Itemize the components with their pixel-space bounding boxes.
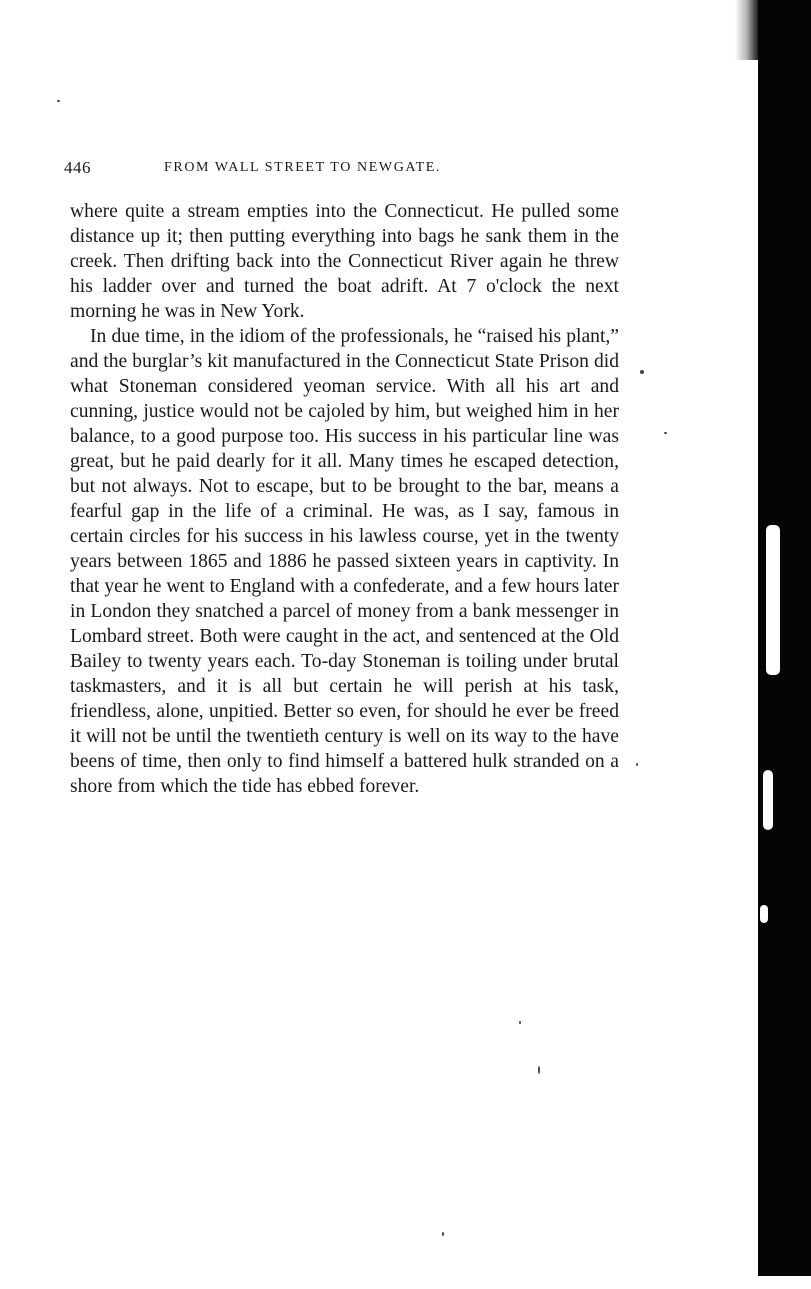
scan-speck bbox=[640, 370, 644, 374]
binding-notch bbox=[763, 770, 773, 830]
binding-notch bbox=[766, 525, 780, 675]
paragraph-1: where quite a stream empties into the Connecticut. He pulled some distance up it; then putting everything into bags he sank them in the creek. Then drifting back into the Connecticut River again he threw his ladder over and turned the boat adrift. At 7 o'clock the next morning he was in New York. bbox=[70, 201, 619, 322]
binding-notch bbox=[760, 905, 768, 923]
paragraph-2: In due time, in the idiom of the professionals, he “raised his plant,” and the burglar’s kit manufactured in the Connecticut State Prison did what Stoneman considered yeoman service. With all his art and cunning, justice would not be cajoled by him, but weighed him in her balance, to a good purpose too. His success in his particular line was great, but he paid dearly for it all. Many times he escaped detection, but not always. Not to escape, but to be brought to the bar, means a fearful gap in the life of a criminal. He was, as I say, famous in certain circles for his success in his lawless course, yet in the twenty years between 1865 and 1886 he passed sixteen years in captivity. In that year he went to England with a confederate, and a few hours later in London they snatched a parcel of money from a bank messenger in Lombard street. Both were caught in the act, and sentenced at the Old Bailey to twenty years each. To-day Stoneman is toiling under brutal taskmasters, and it is all but certain he will perish at his task, friendless, alone, unpitied. Better so even, for should he ever be freed it will not be until the twentieth century is well on its way to the have beens of time, then only to find himself a battered hulk stranded on a shore from which the tide has ebbed forever. bbox=[70, 326, 619, 797]
scan-speck bbox=[664, 432, 667, 434]
running-head: FROM WALL STREET TO NEWGATE. bbox=[164, 160, 441, 175]
scan-speck bbox=[57, 100, 60, 102]
scan-speck bbox=[519, 1021, 521, 1024]
body-text bbox=[70, 199, 619, 799]
scan-speck bbox=[442, 1232, 444, 1236]
binding-shadow bbox=[735, 0, 760, 60]
scan-speck bbox=[636, 763, 638, 766]
page-header bbox=[64, 158, 624, 186]
scan-speck bbox=[538, 1066, 540, 1074]
page-number: 446 bbox=[64, 158, 91, 177]
